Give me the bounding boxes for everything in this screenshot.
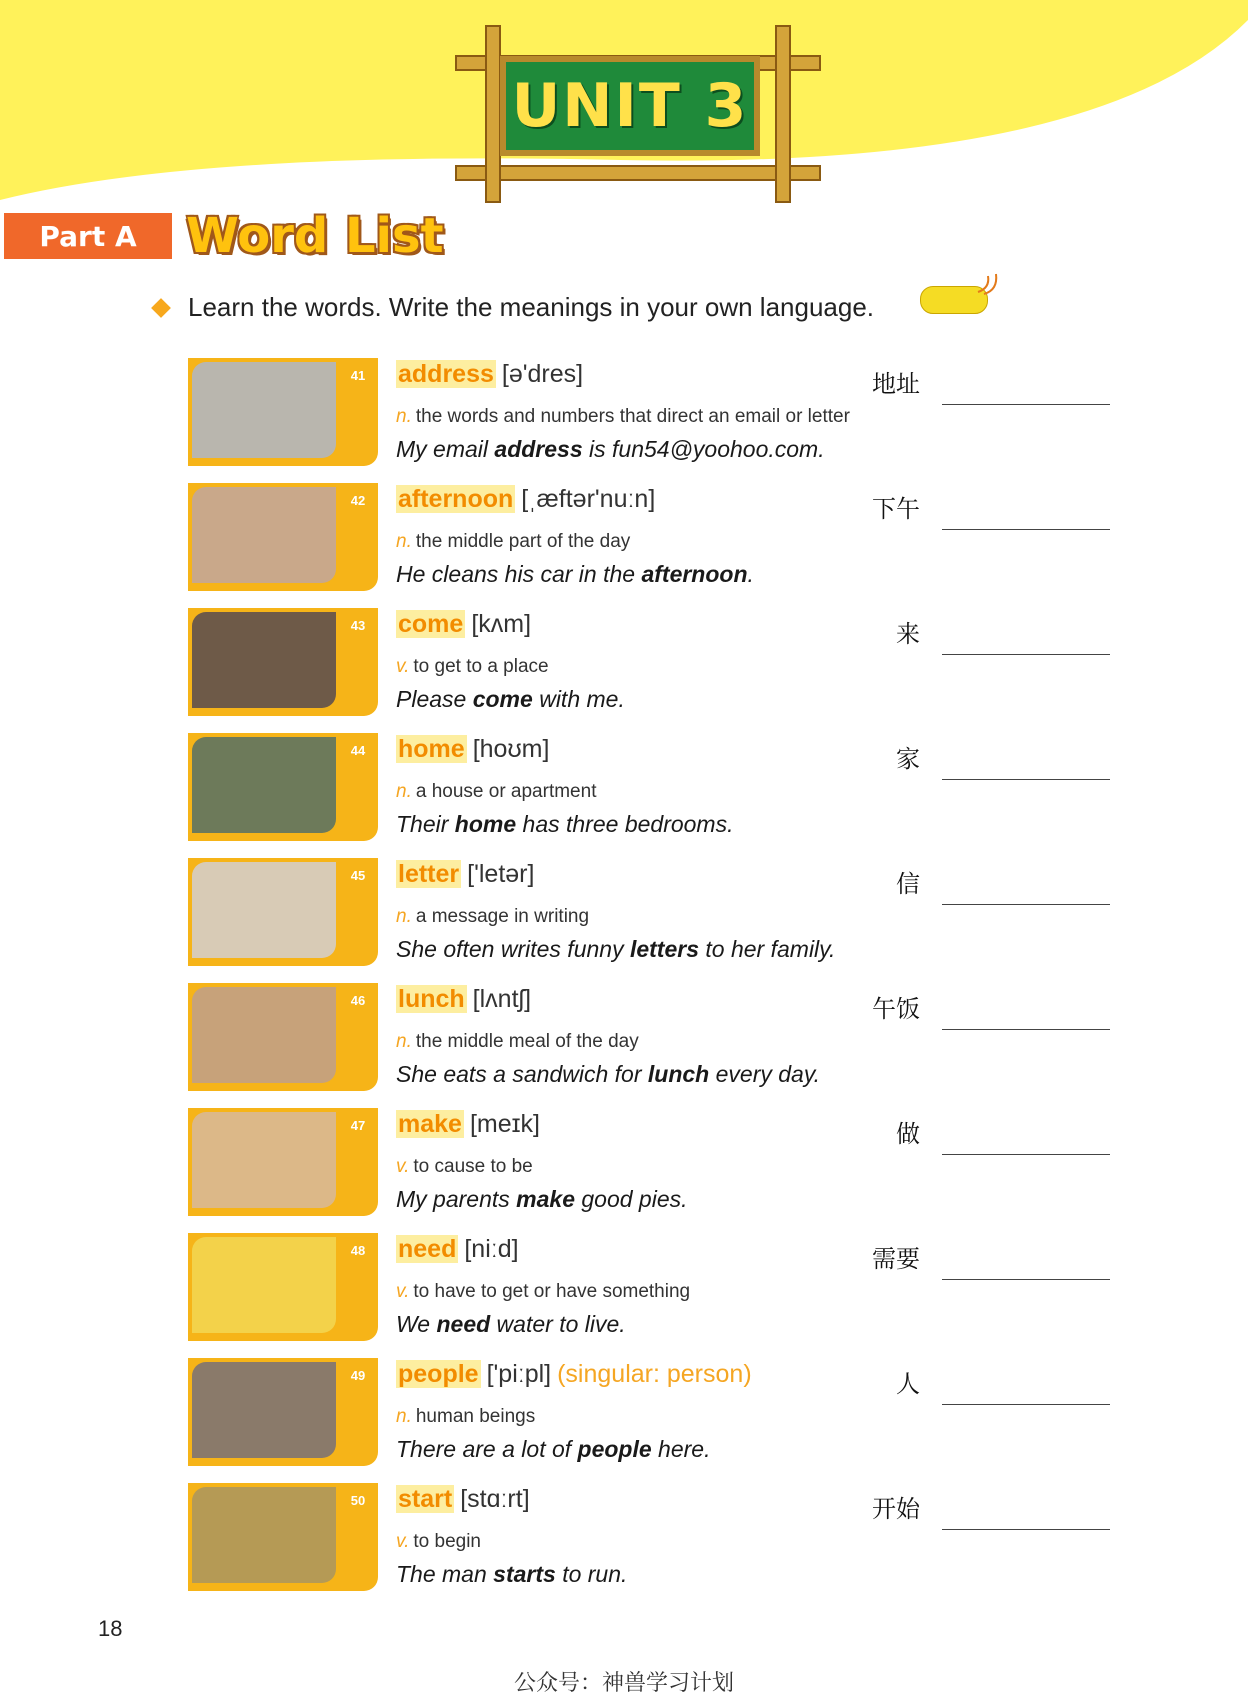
answer-blank-line[interactable]: [942, 779, 1110, 780]
headword: lunch: [398, 985, 465, 1013]
example-sentence: [396, 436, 825, 463]
word-picture: [192, 862, 336, 958]
chinese-meaning: 信: [896, 870, 920, 898]
example-keyword: afternoon: [641, 561, 748, 587]
word-picture-frame: [188, 483, 378, 591]
word-picture-frame: [188, 1108, 378, 1216]
audio-waves-icon[interactable]: [976, 272, 1006, 296]
definition: to get to a place: [413, 656, 549, 677]
example-sentence: [396, 936, 835, 963]
example-post: is fun54@yoohoo.com.: [582, 436, 825, 462]
example-post: .: [747, 561, 754, 587]
definition-line: [396, 656, 549, 678]
word-entry: [0, 1233, 1248, 1341]
example-sentence: [396, 1561, 627, 1588]
chinese-meaning: 需要: [872, 1245, 920, 1273]
example-sentence: [396, 1311, 626, 1338]
definition-line: [396, 1281, 690, 1303]
headword: address: [398, 360, 494, 388]
example-pre: She often writes funny: [396, 936, 630, 962]
definition-line: [396, 1406, 535, 1428]
part-label: Part A: [4, 213, 172, 259]
instruction: [150, 292, 874, 323]
word-picture-frame: [188, 358, 378, 466]
example-keyword: address: [494, 436, 583, 462]
phonetic: [stɑːrt]: [460, 1485, 530, 1513]
definition: to begin: [413, 1531, 481, 1552]
section-title: Word List: [186, 208, 444, 264]
example-pre: Their: [396, 811, 455, 837]
word-entry: [0, 858, 1248, 966]
entry-number: 43: [350, 618, 366, 633]
word-picture: [192, 362, 336, 458]
chinese-meaning: 地址: [872, 370, 920, 398]
word-entry: [0, 1358, 1248, 1466]
phonetic: ['piːpl]: [486, 1360, 552, 1388]
definition: a house or apartment: [415, 781, 597, 802]
headword-line: [396, 1235, 519, 1264]
part-of-speech: n.: [396, 781, 412, 802]
phonetic: [meɪk]: [469, 1110, 540, 1138]
entry-number: 49: [350, 1368, 366, 1383]
word-picture: [192, 1237, 336, 1333]
word-entry: [0, 358, 1248, 466]
word-picture-frame: [188, 608, 378, 716]
part-of-speech: v.: [396, 1531, 410, 1552]
example-sentence: [396, 1186, 688, 1213]
part-of-speech: n.: [396, 406, 412, 427]
word-picture-frame: [188, 1233, 378, 1341]
definition: the words and numbers that direct an email or letter: [415, 406, 850, 427]
example-sentence: [396, 811, 733, 838]
word-entry: [0, 983, 1248, 1091]
example-sentence: [396, 561, 754, 588]
example-post: to her family.: [699, 936, 836, 962]
headword-line: [396, 610, 531, 639]
example-pre: Please: [396, 686, 473, 712]
headword-line: [396, 360, 583, 389]
unit-board: [500, 56, 760, 156]
word-picture: [192, 487, 336, 583]
headword: make: [398, 1110, 462, 1138]
word-entry: [0, 1483, 1248, 1591]
example-pre: There are a lot of: [396, 1436, 578, 1462]
phonetic: [kʌm]: [471, 610, 532, 638]
entry-number: 47: [350, 1118, 366, 1133]
answer-blank-line[interactable]: [942, 404, 1110, 405]
example-sentence: [396, 1436, 711, 1463]
chinese-meaning: 下午: [872, 495, 920, 523]
word-entry: [0, 1108, 1248, 1216]
word-picture-frame: [188, 1358, 378, 1466]
example-post: with me.: [532, 686, 625, 712]
answer-blank-line[interactable]: [942, 1029, 1110, 1030]
answer-blank-line[interactable]: [942, 1404, 1110, 1405]
definition: the middle meal of the day: [415, 1031, 639, 1052]
answer-blank-line[interactable]: [942, 654, 1110, 655]
entry-number: 44: [350, 743, 366, 758]
definition-line: [396, 531, 630, 553]
headword-line: [396, 985, 531, 1014]
example-keyword: lunch: [647, 1061, 710, 1087]
headword-line: [396, 1485, 530, 1514]
chinese-meaning: 开始: [872, 1495, 920, 1523]
headword-line: [396, 735, 549, 764]
part-of-speech: v.: [396, 1281, 410, 1302]
chinese-meaning: 家: [896, 745, 920, 773]
example-keyword: starts: [493, 1561, 556, 1587]
example-post: here.: [651, 1436, 711, 1462]
phonetic: ['letər]: [467, 860, 535, 888]
headword: need: [398, 1235, 457, 1263]
part-of-speech: n.: [396, 531, 412, 552]
example-keyword: come: [472, 686, 533, 712]
word-picture-frame: [188, 983, 378, 1091]
headword: people: [398, 1360, 479, 1388]
word-picture: [192, 1112, 336, 1208]
headword: letter: [398, 860, 460, 888]
definition-line: [396, 781, 596, 803]
definition-line: [396, 906, 589, 928]
headword: home: [398, 735, 465, 763]
phonetic: [ə'dres]: [501, 360, 584, 388]
example-keyword: need: [436, 1311, 491, 1337]
example-pre: The man: [396, 1561, 494, 1587]
singular-note: (singular: person): [557, 1360, 752, 1388]
word-picture-frame: [188, 1483, 378, 1591]
chinese-meaning: 午饭: [872, 995, 920, 1023]
example-pre: We: [396, 1311, 437, 1337]
chinese-meaning: 人: [896, 1370, 920, 1398]
answer-blank-line[interactable]: [942, 1154, 1110, 1155]
part-of-speech: v.: [396, 1156, 410, 1177]
chinese-meaning: 来: [896, 620, 920, 648]
entry-number: 46: [350, 993, 366, 1008]
headword: come: [398, 610, 464, 638]
footer-text: 公众号：神兽学习计划: [513, 1671, 734, 1696]
phonetic: [lʌntʃ]: [472, 985, 532, 1013]
page-number: 18: [98, 1616, 123, 1641]
answer-blank-line[interactable]: [942, 529, 1110, 530]
part-of-speech: n.: [396, 906, 412, 927]
example-sentence: [396, 1061, 820, 1088]
word-picture: [192, 737, 336, 833]
example-keyword: make: [516, 1186, 575, 1212]
example-post: to run.: [555, 1561, 628, 1587]
answer-blank-line[interactable]: [942, 1279, 1110, 1280]
example-pre: My email: [396, 436, 495, 462]
word-picture: [192, 1362, 336, 1458]
phonetic: [hoʊm]: [472, 735, 550, 763]
example-pre: My parents: [396, 1186, 517, 1212]
instruction-text: Learn the words. Write the meanings in your own language.: [188, 292, 875, 322]
definition-line: [396, 1031, 639, 1053]
example-sentence: [396, 686, 625, 713]
unit-title: UNIT 3: [511, 71, 749, 141]
answer-blank-line[interactable]: [942, 904, 1110, 905]
headword-line: [396, 1110, 540, 1139]
word-entry: [0, 733, 1248, 841]
headword-line: [396, 485, 655, 514]
entry-number: 42: [350, 493, 366, 508]
phonetic: [ˌæftər'nuːn]: [521, 485, 656, 513]
example-post: water to live.: [490, 1311, 626, 1337]
word-picture: [192, 612, 336, 708]
example-post: has three bedrooms.: [516, 811, 734, 837]
phonetic: [niːd]: [464, 1235, 519, 1263]
word-entry: [0, 608, 1248, 716]
example-keyword: home: [454, 811, 517, 837]
chinese-meaning: 做: [896, 1120, 920, 1148]
word-picture: [192, 987, 336, 1083]
diamond-bullet-icon: [151, 298, 171, 318]
entry-number: 50: [350, 1493, 366, 1508]
word-picture-frame: [188, 858, 378, 966]
entry-number: 41: [350, 368, 366, 383]
part-of-speech: n.: [396, 1031, 412, 1052]
definition: a message in writing: [415, 906, 590, 927]
part-of-speech: v.: [396, 656, 410, 677]
definition: to cause to be: [413, 1156, 533, 1177]
definition: to have to get or have something: [413, 1281, 691, 1302]
entry-number: 48: [350, 1243, 366, 1258]
example-keyword: letters: [629, 936, 700, 962]
definition: the middle part of the day: [415, 531, 631, 552]
definition-line: [396, 406, 850, 428]
entry-number: 45: [350, 868, 366, 883]
answer-blank-line[interactable]: [942, 1529, 1110, 1530]
word-picture-frame: [188, 733, 378, 841]
example-post: every day.: [709, 1061, 821, 1087]
word-entry: [0, 483, 1248, 591]
part-of-speech: n.: [396, 1406, 412, 1427]
example-pre: She eats a sandwich for: [396, 1061, 648, 1087]
example-keyword: people: [577, 1436, 652, 1462]
example-post: good pies.: [574, 1186, 688, 1212]
headword-line: [396, 1360, 752, 1389]
headword: start: [398, 1485, 453, 1513]
definition-line: [396, 1531, 481, 1553]
definition-line: [396, 1156, 533, 1178]
definition: human beings: [415, 1406, 536, 1427]
word-picture: [192, 1487, 336, 1583]
example-pre: He cleans his car in the: [396, 561, 642, 587]
headword: afternoon: [398, 485, 514, 513]
headword-line: [396, 860, 534, 889]
